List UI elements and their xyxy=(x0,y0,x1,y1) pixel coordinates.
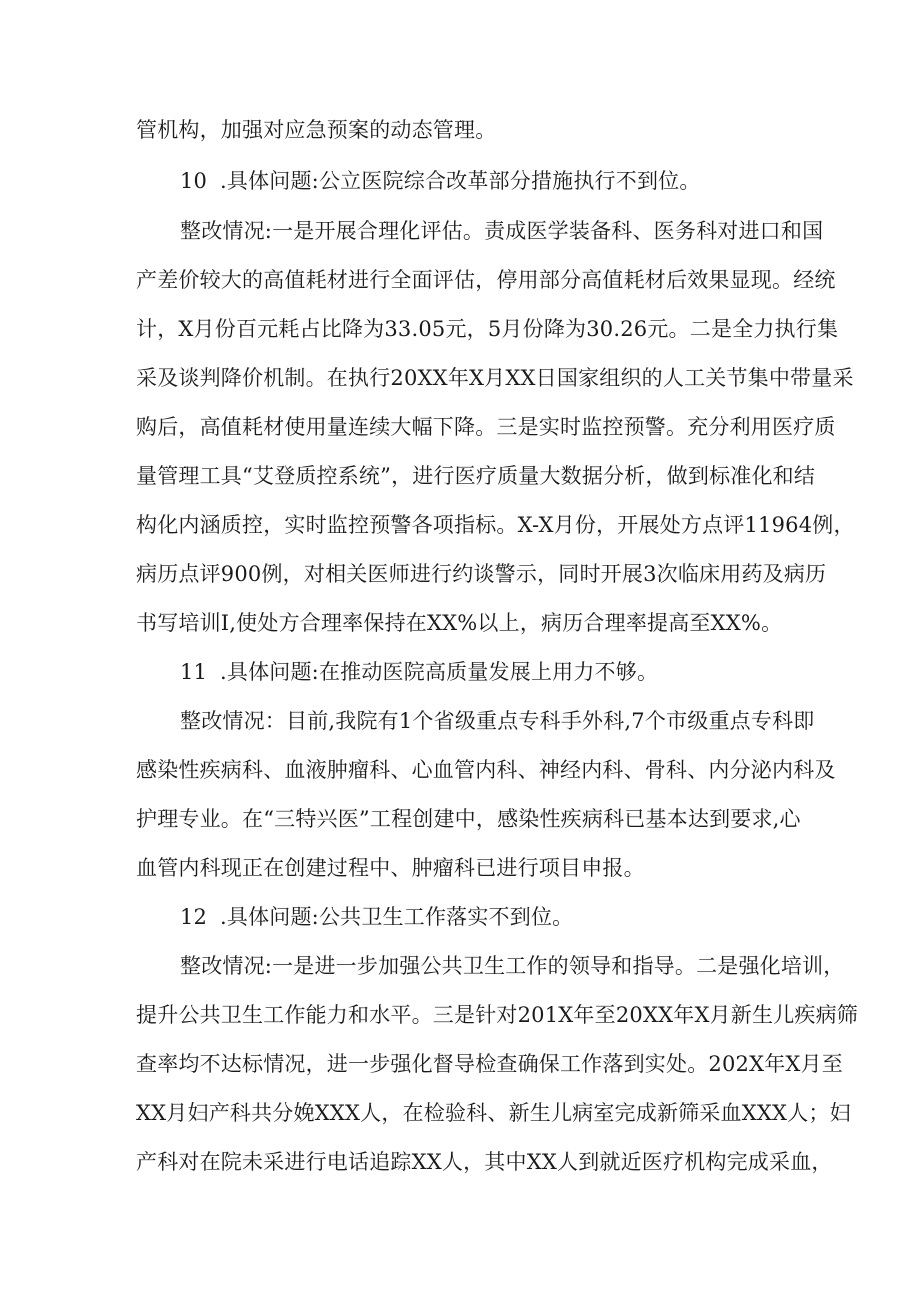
paragraph-line: 感染性疾病科、血液肿瘤科、心血管内科、神经内科、骨科、内分泌内科及 xyxy=(136,758,836,782)
paragraph-line: XX月妇产科共分娩XXX人，在检验科、新生儿病室完成新筛采血XXX人；妇 xyxy=(136,1101,851,1125)
section-heading-text: .具体问题:在推动医院高质量发展上用力不够。 xyxy=(220,660,659,684)
section-number: 10 xyxy=(180,169,208,193)
section-heading-10 xyxy=(180,163,701,199)
paragraph-line: 构化内涵质控，实时监控预警各项指标。X-X月份，开展处方点评11964例， xyxy=(136,513,855,537)
paragraph-line: 采及谈判降价机制。在执行20XX年X月XX日国家组织的人工关节集中带量采 xyxy=(136,366,854,390)
paragraph-line: 整改情况：目前,我院有1个省级重点专科手外科,7个市级重点专科即 xyxy=(180,709,815,733)
paragraph-line: 购后，高值耗材使用量连续大幅下降。三是实时监控预警。充分利用医疗质 xyxy=(136,415,836,439)
section-number: 11 xyxy=(180,660,208,684)
paragraph-line: 整改情况:一是开展合理化评估。责成医学装备科、医务科对进口和国 xyxy=(180,219,824,243)
paragraph-line: 计，X月份百元耗占比降为33.05元，5月份降为30.26元。二是全力执行集 xyxy=(136,317,839,341)
paragraph-line: 整改情况:一是进一步加强公共卫生工作的领导和指导。二是强化培训， xyxy=(180,954,845,978)
paragraph-line: 查率均不达标情况，进一步强化督导检查确保工作落到实处。202X年X月至 xyxy=(136,1052,843,1076)
section-heading-text: .具体问题:公共卫生工作落实不到位。 xyxy=(220,905,574,929)
text-line: 管机构，加强对应急预案的动态管理。 xyxy=(136,118,497,142)
paragraph-line: 提升公共卫生工作能力和水平。三是针对201X年至20XX年X月新生儿疾病筛 xyxy=(136,1003,859,1027)
section-number: 12 xyxy=(180,905,208,929)
section-heading-11 xyxy=(180,654,658,690)
paragraph-line: 血管内科现正在创建过程中、肿瘤科已进行项目申报。 xyxy=(136,856,645,880)
section-heading-text: .具体问题:公立医院综合改革部分措施执行不到位。 xyxy=(220,169,701,193)
paragraph-line: 量管理工具“艾登质控系统”，进行医疗质量大数据分析，做到标准化和结 xyxy=(136,464,816,488)
section-heading-12 xyxy=(180,899,573,935)
paragraph-line: 书写培训I,使处方合理率保持在XX%以上，病历合理率提高至XX%。 xyxy=(136,611,783,635)
paragraph-line: 病历点评900例，对相关医师进行约谈警示，同时开展3次临床用药及病历 xyxy=(136,562,827,586)
paragraph-line: 产差价较大的高值耗材进行全面评估，停用部分高值耗材后效果显现。经统 xyxy=(136,268,836,292)
paragraph-line: 产科对在院未采进行电话追踪XX人，其中XX人到就近医疗机构完成采血， xyxy=(136,1150,833,1174)
paragraph-line: 护理专业。在“三特兴医”工程创建中，感染性疾病科已基本达到要求,心 xyxy=(136,807,801,831)
